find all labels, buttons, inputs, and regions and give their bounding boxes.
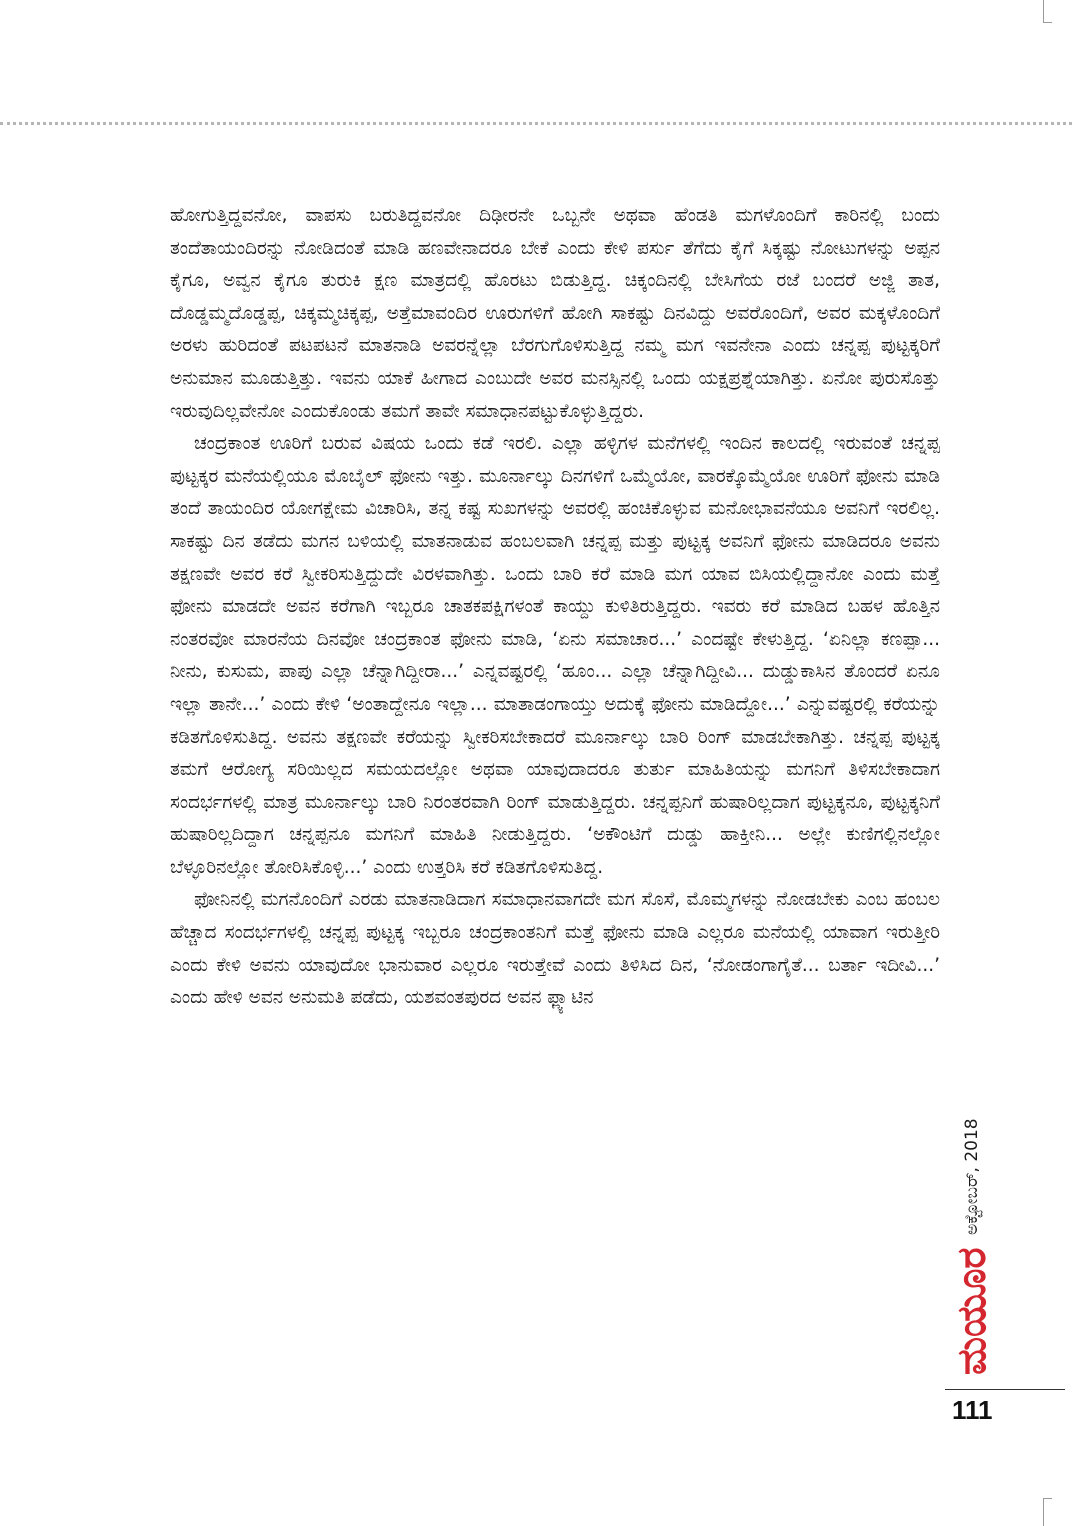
page-number: 111 (952, 1395, 993, 1425)
crop-mark-top (1043, 0, 1052, 23)
folio-rule (945, 1389, 1065, 1390)
header-dotted-rule (0, 122, 1072, 125)
paragraph-2: ಚಂದ್ರಕಾಂತ ಊರಿಗೆ ಬರುವ ವಿಷಯ ಒಂದು ಕಡೆ ಇರಲಿ. ಎಲ್ಲಾ ಹಳ್ಳಿಗಳ ಮನೆಗಳಲ್ಲಿ ಇಂದಿನ ಕಾಲದಲ್ಲಿ ಇರುವಂತೆ ಚನ್ನಪ್ಪ ಪುಟ್ಟಕ್ಕರ ಮನೆಯಲ್ಲಿಯೂ ಮೊಬೈಲ್ ಫೋನು ಇತ್ತು. ಮೂರ್ನಾಲ್ಕು ದಿನಗಳಿಗೆ ಒಮ್ಮೆಯೋ, ವಾರಕ್ಕೊಮ್ಮೆಯೋ ಊರಿಗೆ ಫೋನು ಮಾಡಿ ತಂದೆ ತಾಯಂದಿರ ಯೋಗಕ್ಷೇಮ ವಿಚಾರಿಸಿ, ತನ್ನ ಕಷ್ಟ ಸುಖಗಳನ್ನು ಅವರಲ್ಲಿ ಹಂಚಿಕೊಳ್ಳುವ ಮನೋಭಾವನೆಯೂ ಅವನಿಗೆ ಇರಲಿಲ್ಲ. ಸಾಕಷ್ಟು ದಿನ ತಡೆದು ಮಗನ ಬಳಿಯಲ್ಲಿ ಮಾತನಾಡುವ ಹಂಬಲವಾಗಿ ಚನ್ನಪ್ಪ ಮತ್ತು ಪುಟ್ಟಕ್ಕ ಅವನಿಗೆ ಫೋನು ಮಾಡಿದರೂ ಅವನು ತಕ್ಷಣವೇ ಅವರ ಕರೆ ಸ್ವೀಕರಿಸುತ್ತಿದ್ದುದೇ ವಿರಳವಾಗಿತ್ತು. ಒಂದು ಬಾರಿ ಕರೆ ಮಾಡಿ ಮಗ ಯಾವ ಬಿಸಿಯಲ್ಲಿದ್ದಾನೋ ಎಂದು ಮತ್ತೆ ಫೋನು ಮಾಡದೇ ಅವನ ಕರೆಗಾಗಿ ಇಬ್ಬರೂ ಚಾತಕಪಕ್ಷಿಗಳಂತೆ ಕಾಯ್ದು ಕುಳಿತಿರುತ್ತಿದ್ದರು. ಇವರು ಕರೆ ಮಾಡಿದ ಬಹಳ ಹೊತ್ತಿನ ನಂತರವೋ ಮಾರನೆಯ ದಿನವೋ ಚಂದ್ರಕಾಂತ ಫೋನು ಮಾಡಿ, ‘ಏನು ಸಮಾಚಾರ...’ ಎಂದಷ್ಟೇ ಕೇಳುತ್ತಿದ್ದ. ‘ಏನಿಲ್ಲಾ ಕಣಪ್ಪಾ... ನೀನು, ಕುಸುಮ, ಪಾಪು ಎಲ್ಲಾ ಚೆನ್ನಾಗಿದ್ದೀರಾ...’ ಎನ್ನವಷ್ಟರಲ್ಲಿ ‘ಹೂಂ... ಎಲ್ಲಾ ಚೆನ್ನಾಗಿದ್ದೀವಿ... ದುಡ್ಡುಕಾಸಿನ ತೊಂದರೆ ಏನೂ ಇಲ್ಲಾ ತಾನೇ...’ ಎಂದು ಕೇಳಿ ‘ಅಂತಾದ್ದೇನೂ ಇಲ್ಲಾ... ಮಾತಾಡಂಗಾಯ್ತು ಅದುಕ್ಕೆ ಫೋನು ಮಾಡಿದ್ದೋ...’ ಎನ್ನುವಷ್ಟರಲ್ಲಿ ಕರೆಯನ್ನು ಕಡಿತಗೊಳಿಸುತಿದ್ದ. ಅವನು ತಕ್ಷಣವೇ ಕರೆಯನ್ನು ಸ್ವೀಕರಿಸಬೇಕಾದರೆ ಮೂರ್ನಾಲ್ಕು ಬಾರಿ ರಿಂಗ್ ಮಾಡಬೇಕಾಗಿತ್ತು. ಚನ್ನಪ್ಪ ಪುಟ್ಟಕ್ಕ ತಮಗೆ ಆರೋಗ್ಯ ಸರಿಯಿಲ್ಲದ ಸಮಯದಲ್ಲೋ ಅಥವಾ ಯಾವುದಾದರೂ ತುರ್ತು ಮಾಹಿತಿಯನ್ನು ಮಗನಿಗೆ ತಿಳಿಸಬೇಕಾದಾಗ ಸಂದರ್ಭಗಳಲ್ಲಿ ಮಾತ್ರ ಮೂರ್ನಾಲ್ಕು ಬಾರಿ ನಿರಂತರವಾಗಿ ರಿಂಗ್ ಮಾಡುತ್ತಿದ್ದರು. ಚನ್ನಪ್ಪನಿಗೆ ಹುಷಾರಿಲ್ಲದಾಗ ಪುಟ್ಟಕ್ಕನೂ, ಪುಟ್ಟಕ್ಕನಿಗೆ ಹುಷಾರಿಲ್ಲದಿದ್ದಾಗ ಚನ್ನಪ್ಪನೂ ಮಗನಿಗೆ ಮಾಹಿತಿ ನೀಡುತ್ತಿದ್ದರು. ‘ಅಕೌಂಟಿಗೆ ದುಡ್ಡು ಹಾಕ್ತೀನಿ... ಅಲ್ಲೇ ಕುಣಿಗಲ್ಲಿನಲ್ಲೋ ಬೆಳ್ಳೂರಿನಲ್ಲೋ ತೋರಿಸಿಕೊಳ್ಳಿ...’ ಎಂದು ಉತ್ತರಿಸಿ ಕರೆ ಕಡಿತಗೊಳಿಸುತಿದ್ದ. (170, 433, 940, 878)
issue-date: ಅಕ್ಟೋಬರ್, 2018 (962, 1118, 982, 1235)
crop-mark-bottom (1043, 1498, 1052, 1526)
article-body (170, 200, 940, 1430)
paragraph-3: ಫೋನಿನಲ್ಲಿ ಮಗನೊಂದಿಗೆ ಎರಡು ಮಾತನಾಡಿದಾಗ ಸಮಾಧಾನವಾಗದೇ ಮಗ ಸೊಸೆ, ಮೊಮ್ಮಗಳನ್ನು ನೋಡಬೇಕು ಎಂಬ ಹಂಬಲ ಹೆಚ್ಚಾದ ಸಂದರ್ಭಗಳಲ್ಲಿ ಚನ್ನಪ್ಪ ಪುಟ್ಟಕ್ಕ ಇಬ್ಬರೂ ಚಂದ್ರಕಾಂತನಿಗೆ ಮತ್ತೆ ಫೋನು ಮಾಡಿ ಎಲ್ಲರೂ ಮನೆಯಲ್ಲಿ ಯಾವಾಗ ಇರುತ್ತೀರಿ ಎಂದು ಕೇಳಿ ಅವನು ಯಾವುದೋ ಭಾನುವಾರ ಎಲ್ಲರೂ ಇರುತ್ತೇವೆ ಎಂದು ತಿಳಿಸಿದ ದಿನ, ‘ನೋಡಂಗಾಗೈತೆ... ಬರ್ತಾ ಇದೀವಿ...’ ಎಂದು ಹೇಳಿ ಅವನ ಅನುಮತಿ ಪಡೆದು, ಯಶವಂತಪುರದ ಅವನ ಫ್ಲ್ಯಾಟಿನ (170, 889, 940, 1009)
paragraph-1: ಹೋಗುತ್ತಿದ್ದವನೋ, ವಾಪಸು ಬರುತಿದ್ದವನೋ ದಿಢೀರನೇ ಒಬ್ಬನೇ ಅಥವಾ ಹೆಂಡತಿ ಮಗಳೊಂದಿಗೆ ಕಾರಿನಲ್ಲಿ ಬಂದು ತಂದೆತಾಯಂದಿರನ್ನು ನೋಡಿದಂತೆ ಮಾಡಿ ಹಣವೇನಾದರೂ ಬೇಕೆ ಎಂದು ಕೇಳಿ ಪರ್ಸು ತೆಗೆದು ಕೈಗೆ ಸಿಕ್ಕಷ್ಟು ನೋಟುಗಳನ್ನು ಅಪ್ಪನ ಕೈಗೂ, ಅವ್ವನ ಕೈಗೂ ತುರುಕಿ ಕ್ಷಣ ಮಾತ್ರದಲ್ಲಿ ಹೊರಟು ಬಿಡುತ್ತಿದ್ದ. ಚಿಕ್ಕಂದಿನಲ್ಲಿ ಬೇಸಿಗೆಯ ರಜೆ ಬಂದರೆ ಅಜ್ಜಿ ತಾತ, ದೊಡ್ಡಮ್ಮದೊಡ್ಡಪ್ಪ, ಚಿಕ್ಕಮ್ಮಚಿಕ್ಕಪ್ಪ, ಅತ್ತೆಮಾವಂದಿರ ಊರುಗಳಿಗೆ ಹೋಗಿ ಸಾಕಷ್ಟು ದಿನವಿದ್ದು ಅವರೊಂದಿಗೆ, ಅವರ ಮಕ್ಕಳೊಂದಿಗೆ ಅರಳು ಹುರಿದಂತೆ ಪಟಪಟನೆ ಮಾತನಾಡಿ ಅವರನ್ನೆಲ್ಲಾ ಬೆರಗುಗೊಳಿಸುತ್ತಿದ್ದ ನಮ್ಮ ಮಗ ಇವನೇನಾ ಎಂದು ಚನ್ನಪ್ಪ ಪುಟ್ಟಕ್ಕರಿಗೆ ಅನುಮಾನ ಮೂಡುತ್ತಿತ್ತು. ಇವನು ಯಾಕೆ ಹೀಗಾದ ಎಂಬುದೇ ಅವರ ಮನಸ್ಸಿನಲ್ಲಿ ಒಂದು ಯಕ್ಷಪ್ರಶ್ನೆಯಾಗಿತ್ತು. ಏನೋ ಪುರುಸೊತ್ತು ಇರುವುದಿಲ್ಲವೇನೋ ಎಂದುಕೊಂಡು ತಮಗೆ ತಾವೇ ಸಮಾಧಾನಪಟ್ಟುಕೊಳ್ಳುತ್ತಿದ್ದರು. (170, 205, 940, 422)
magazine-side-tag (945, 1030, 997, 1375)
masthead-logo: ಮಯೂರ (949, 1247, 995, 1375)
